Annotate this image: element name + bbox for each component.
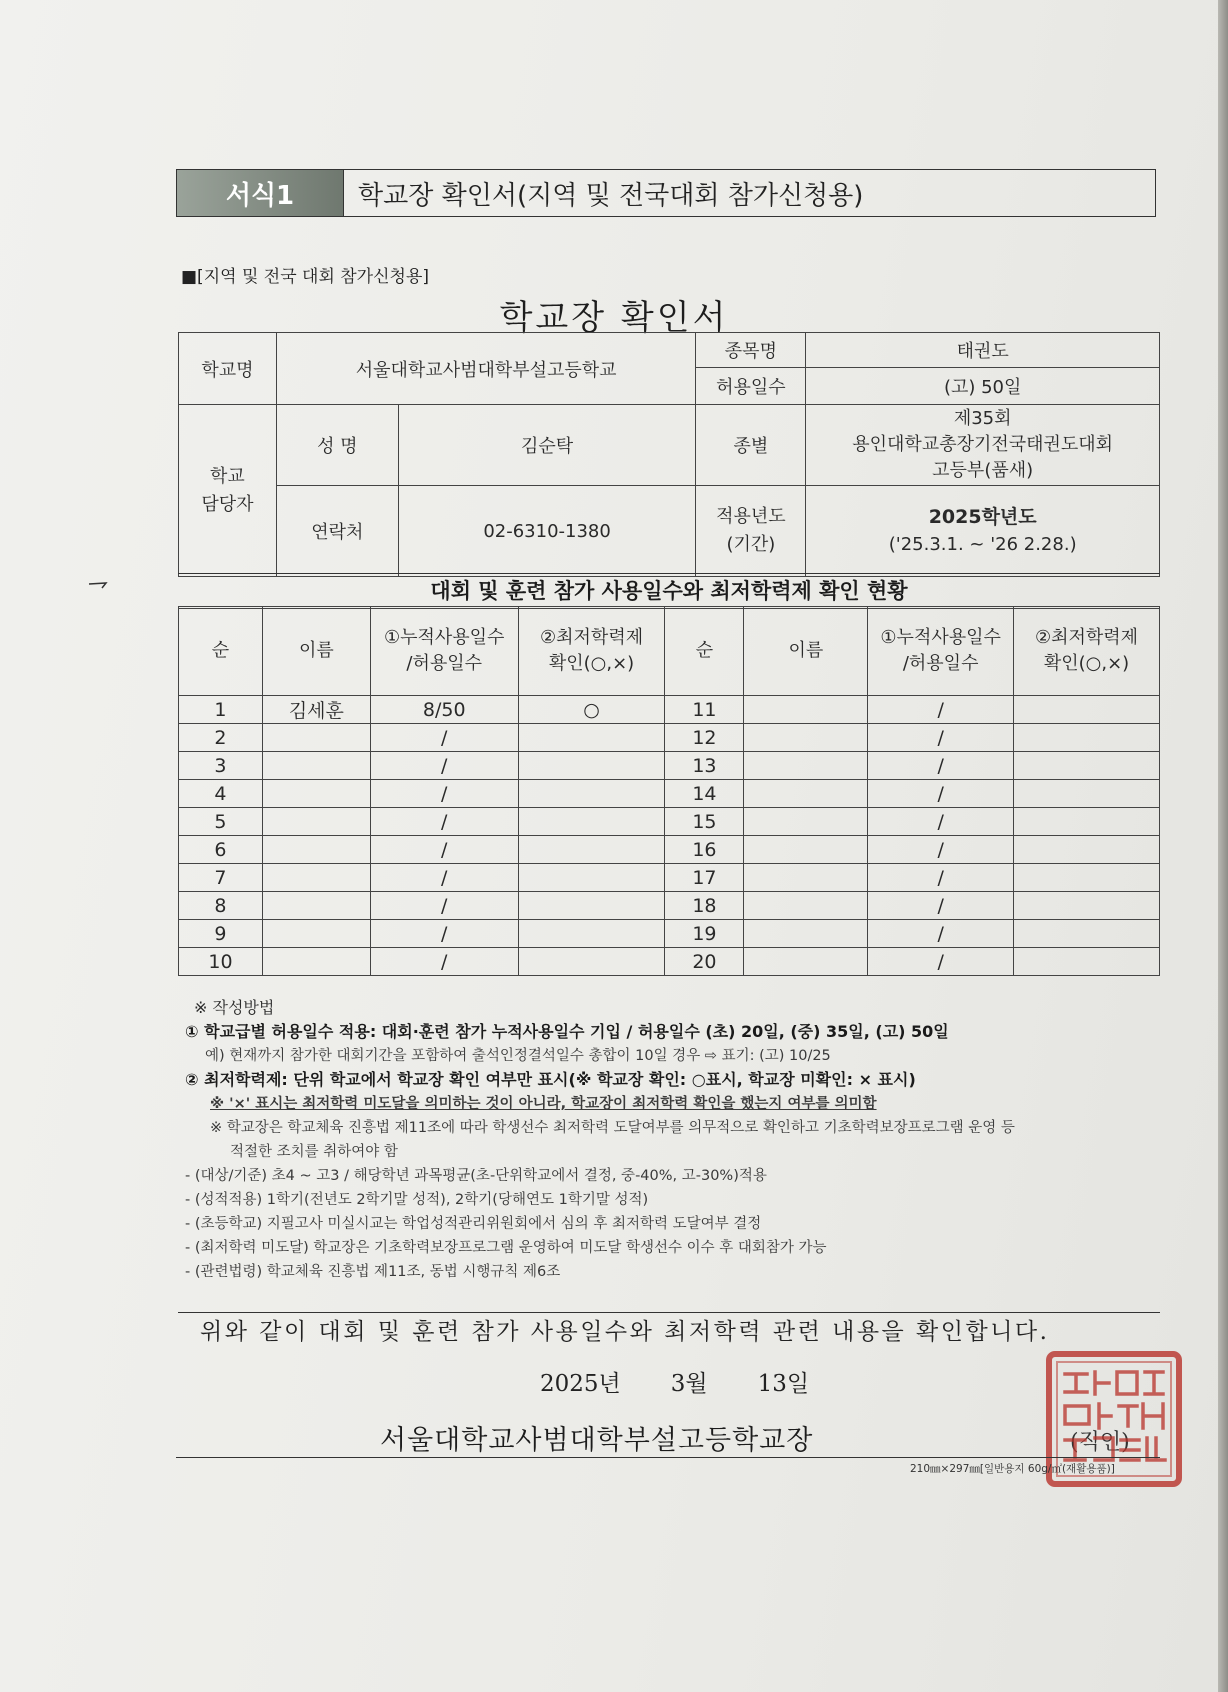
school-value: 서울대학교사범대학부설고등학교 <box>276 333 696 405</box>
name-value: 김순탁 <box>398 405 696 486</box>
row-name <box>744 892 868 920</box>
row-no: 15 <box>665 808 744 836</box>
detail-1: - (대상/기준) 초4 ~ 고3 / 해당학년 과목평균(초-단위학교에서 결정, 중-40%, 고-30%)적용 <box>185 1168 767 1184</box>
row-days: / <box>868 836 1014 864</box>
row-days: / <box>370 864 518 892</box>
row-check <box>1014 696 1160 724</box>
row-no: 16 <box>665 836 744 864</box>
row-check <box>1014 948 1160 976</box>
category-value: 제35회 용인대학교총장기전국태권도대회 고등부(품새) <box>806 405 1160 486</box>
confirmation-statement: 위와 같이 대회 및 훈련 참가 사용일수와 최저학력 관련 내용을 확인합니다. <box>200 1319 1050 1345</box>
page-edge <box>1218 0 1228 1692</box>
row-no: 9 <box>179 920 263 948</box>
row-check <box>518 920 665 948</box>
row-check <box>1014 752 1160 780</box>
row-no: 20 <box>665 948 744 976</box>
row-name <box>262 724 370 752</box>
table-row <box>179 836 1160 864</box>
row-no: 3 <box>179 752 263 780</box>
year-period: ('25.3.1. ~ '26 2.28.) <box>888 534 1077 555</box>
table-row <box>179 808 1160 836</box>
note-1: ① 학교급별 허용일수 적용: 대회·훈련 참가 누적사용일수 기입 / 허용일수 (초) 20일, (중) 35일, (고) 50일 <box>185 1022 949 1041</box>
contact-value: 02-6310-1380 <box>398 486 696 577</box>
row-days: 8/50 <box>370 696 518 724</box>
row-days: / <box>370 780 518 808</box>
principal-title: 서울대학교사범대학부설고등학교장 <box>380 1425 814 1456</box>
note-2: ② 최저학력제: 단위 학교에서 학교장 확인 여부만 표시(※ 학교장 확인: ○표시, 학교장 미확인: × 표시) <box>185 1070 916 1089</box>
row-check <box>518 948 665 976</box>
row-days: / <box>868 780 1014 808</box>
detail-3: - (초등학교) 지필고사 미실시교는 학업성적관리위원회에서 심의 후 최저학력 도달여부 결정 <box>185 1216 762 1232</box>
row-no: 11 <box>665 696 744 724</box>
row-no: 7 <box>179 864 263 892</box>
table-row <box>179 892 1160 920</box>
row-days: / <box>868 892 1014 920</box>
info-table <box>178 332 1160 577</box>
table-row <box>179 696 1160 724</box>
row-check: ○ <box>518 696 665 724</box>
row-name <box>744 752 868 780</box>
row-check <box>518 808 665 836</box>
row-check <box>1014 808 1160 836</box>
date-month: 3월 <box>670 1371 708 1397</box>
header-check: ②최저학력제 확인(○,×) <box>518 607 665 696</box>
row-days: / <box>370 892 518 920</box>
row-days: / <box>370 724 518 752</box>
header-no: 순 <box>179 607 263 696</box>
date-day: 13일 <box>757 1371 810 1397</box>
row-name <box>262 920 370 948</box>
row-no: 10 <box>179 948 263 976</box>
table-row <box>179 752 1160 780</box>
stray-mark-icon <box>88 580 108 590</box>
form-header <box>176 169 1156 217</box>
row-days: / <box>868 808 1014 836</box>
contact-label: 연락처 <box>276 486 398 577</box>
row-no: 12 <box>665 724 744 752</box>
table-row <box>179 780 1160 808</box>
note-2-a: ※ '×' 표시는 최저학력 미도달을 의미하는 것이 아니라, 학교장이 최저학력 확인을 했는지 여부를 의미함 <box>210 1096 877 1112</box>
table-row <box>179 948 1160 976</box>
row-name <box>744 696 868 724</box>
allowed-label: 허용일수 <box>696 368 806 405</box>
row-name <box>262 892 370 920</box>
detail-5: - (관련법령) 학교체육 진흥법 제11조, 동법 시행규칙 제6조 <box>185 1264 561 1280</box>
participant-table <box>178 606 1160 976</box>
row-name <box>744 780 868 808</box>
row-name: 김세훈 <box>262 696 370 724</box>
header-days: ①누적사용일수 /허용일수 <box>370 607 518 696</box>
issue-date <box>540 1365 809 1398</box>
row-days: / <box>868 920 1014 948</box>
row-days: / <box>370 948 518 976</box>
row-check <box>1014 920 1160 948</box>
row-name <box>262 948 370 976</box>
header-name: 이름 <box>744 607 868 696</box>
row-name <box>744 864 868 892</box>
row-no: 13 <box>665 752 744 780</box>
row-no: 8 <box>179 892 263 920</box>
note-1-example: 예) 현재까지 참가한 대회기간을 포함하여 출석인정결석일수 총합이 10일 경우 ⇨ 표기: (고) 10/25 <box>205 1048 831 1064</box>
row-name <box>744 836 868 864</box>
row-check <box>1014 864 1160 892</box>
row-no: 4 <box>179 780 263 808</box>
notes-title: ※ 작성방법 <box>194 998 275 1017</box>
row-days: / <box>868 724 1014 752</box>
event-label: 종목명 <box>696 333 806 368</box>
row-no: 5 <box>179 808 263 836</box>
row-days: / <box>370 752 518 780</box>
year-label: 적용년도 (기간) <box>696 486 806 577</box>
row-name <box>262 864 370 892</box>
category-label: 종별 <box>696 405 806 486</box>
row-name <box>744 724 868 752</box>
row-check <box>1014 892 1160 920</box>
row-name <box>744 948 868 976</box>
section-title: 대회 및 훈련 참가 사용일수와 최저학력제 확인 현황 <box>178 573 1160 609</box>
row-name <box>262 752 370 780</box>
row-no: 14 <box>665 780 744 808</box>
form-subtitle: ■[지역 및 전국 대회 참가신청용] <box>181 267 430 287</box>
row-days: / <box>868 696 1014 724</box>
row-days: / <box>370 836 518 864</box>
note-2-c: 적절한 조치를 취하여야 함 <box>230 1144 398 1160</box>
instructions <box>185 996 1170 1284</box>
row-check <box>1014 724 1160 752</box>
name-label: 성 명 <box>276 405 398 486</box>
event-value: 태권도 <box>806 333 1160 368</box>
header-name: 이름 <box>262 607 370 696</box>
row-no: 18 <box>665 892 744 920</box>
row-check <box>518 752 665 780</box>
row-no: 6 <box>179 836 263 864</box>
row-no: 19 <box>665 920 744 948</box>
row-name <box>744 808 868 836</box>
row-check <box>518 836 665 864</box>
school-label: 학교명 <box>179 333 277 405</box>
manager-label: 학교 담당자 <box>179 405 277 577</box>
divider <box>176 1457 1160 1458</box>
note-2-b: ※ 학교장은 학교체육 진흥법 제11조에 따라 학생선수 최저학력 도달여부를 의무적으로 확인하고 기초학력보장프로그램 운영 등 <box>210 1120 1015 1136</box>
year-value: 2025학년도 <box>928 506 1037 528</box>
row-check <box>518 780 665 808</box>
paper-spec-note: 210㎜×297㎜[일반용지 60g/㎡(재활용품)] <box>910 1463 1115 1475</box>
row-days: / <box>868 948 1014 976</box>
row-days: / <box>370 808 518 836</box>
table-row <box>179 724 1160 752</box>
detail-2: - (성적적용) 1학기(전년도 2학기말 성적), 2학기(당해연도 1학기말 성적) <box>185 1192 649 1208</box>
table-row <box>179 864 1160 892</box>
official-seal-label: (직인) <box>1070 1430 1130 1455</box>
header-check: ②최저학력제 확인(○,×) <box>1014 607 1160 696</box>
date-year: 2025년 <box>540 1371 621 1397</box>
allowed-value: (고) 50일 <box>806 368 1160 405</box>
row-check <box>518 892 665 920</box>
table-row <box>179 920 1160 948</box>
row-name <box>262 836 370 864</box>
row-name <box>744 920 868 948</box>
row-days: / <box>868 864 1014 892</box>
row-no: 1 <box>179 696 263 724</box>
detail-4: - (최저학력 미도달) 학교장은 기초학력보장프로그램 운영하여 미도달 학생선수 이수 후 대회참가 가능 <box>185 1240 827 1256</box>
header-no: 순 <box>665 607 744 696</box>
row-check <box>1014 780 1160 808</box>
row-check <box>518 864 665 892</box>
row-name <box>262 808 370 836</box>
form-title: 학교장 확인서(지역 및 전국대회 참가신청용) <box>343 170 1155 216</box>
header-days: ①누적사용일수 /허용일수 <box>868 607 1014 696</box>
row-no: 2 <box>179 724 263 752</box>
row-check <box>518 724 665 752</box>
form-tag: 서식1 <box>177 170 343 216</box>
row-days: / <box>868 752 1014 780</box>
row-name <box>262 780 370 808</box>
year-cell <box>806 486 1160 577</box>
row-days: / <box>370 920 518 948</box>
row-no: 17 <box>665 864 744 892</box>
row-check <box>1014 836 1160 864</box>
document-title: 학교장 확인서 <box>499 298 729 338</box>
